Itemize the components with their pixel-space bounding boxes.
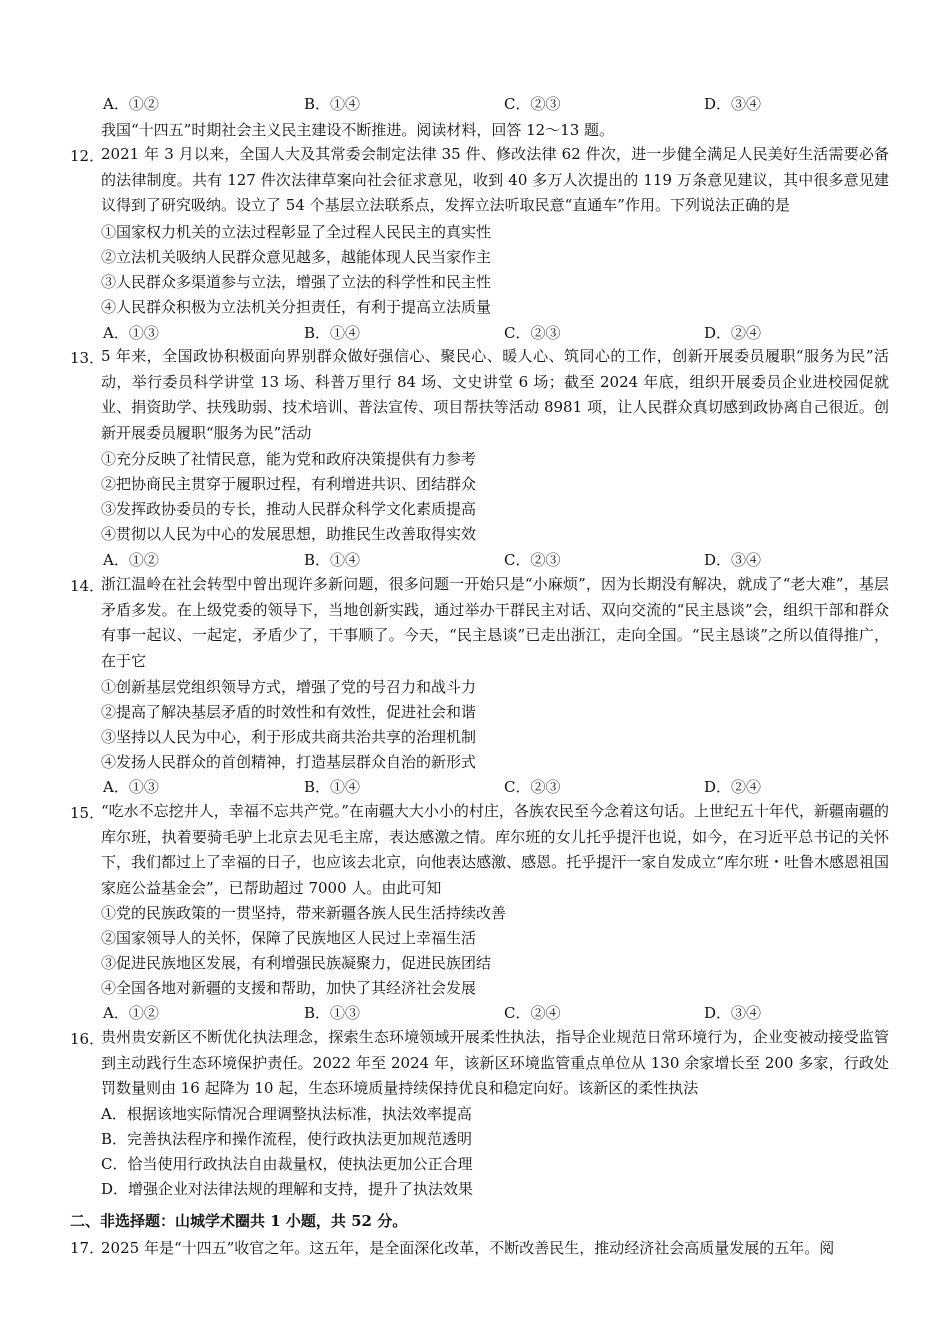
q14-options (103, 776, 803, 798)
q13-item-1: ①充分反映了社情民意，能为党和政府决策提供有力参考 (101, 450, 477, 468)
q17-text: 2025 年是“十四五”收官之年。这五年，是全面深化改革，不断改善民生，推动经济社会高质量发展的五年。阅 (101, 1239, 835, 1257)
q12-item-3: ③人民群众多渠道参与立法，增强了立法的科学性和民主性 (101, 273, 492, 291)
q12-item-2: ②立法机关吸纳人民群众意见越多，越能体现人民当家作主 (101, 248, 492, 266)
q15-stem: “吃水不忘挖井人，幸福不忘共产党。”在南疆大大小小的村庄，各族农民至今念着这句话。上世纪五十年代，新疆南疆的库尔班，执着要骑毛驴上北京去见毛主席，表达感激之情。库尔班的女儿托乎提汗也说，如今，在习近平总书记的关怀下，我们都过上了幸福的日子，也应该去北京，向他表达感激、感恩。托乎提汗一家自发成立“库尔班・吐鲁木感恩祖国家庭公益基金会”，已帮助超过 7000 人。由此可知 (101, 802, 889, 897)
option-d: D．③④ (704, 551, 762, 569)
option-b: B．①④ (304, 324, 361, 342)
q16-option-d: D．增强企业对法律法规的理解和支持，提升了执法效果 (101, 1180, 474, 1198)
q15-item-1: ①党的民族政策的一贯坚持，带来新疆各族人民生活持续改善 (101, 904, 507, 922)
q15-item-2: ②国家领导人的关怀，保障了民族地区人民过上幸福生活 (101, 929, 477, 947)
option-d: D．③④ (704, 95, 762, 113)
option-c: C．②③ (504, 95, 561, 113)
option-b: B．①④ (304, 551, 361, 569)
option-d: D．②④ (704, 324, 762, 342)
option-a: A．①② (103, 1004, 159, 1022)
option-a: A．①③ (103, 778, 159, 796)
option-a: A．①③ (103, 324, 159, 342)
material-intro: 我国“十四五”时期社会主义民主建设不断推进。阅读材料，回答 12～13 题。 (101, 121, 615, 139)
q15-number: 15． (70, 804, 105, 822)
q13-item-3: ③发挥政协委员的专长，推动人民群众科学文化素质提高 (101, 500, 477, 518)
q15-options (103, 1002, 803, 1024)
q14-item-4: ④发扬人民群众的首创精神，打造基层群众自治的新形式 (101, 753, 477, 771)
option-c: C．②③ (504, 551, 561, 569)
option-d: D．③④ (704, 1004, 762, 1022)
q16-number: 16． (70, 1030, 105, 1048)
option-b: B．①③ (304, 1004, 361, 1022)
q13-item-4: ④贯彻以人民为中心的发展思想，助推民生改善取得实效 (101, 525, 477, 543)
q15-item-3: ③促进民族地区发展，有利增强民族凝聚力，促进民族团结 (101, 954, 492, 972)
option-b: B．①④ (304, 95, 361, 113)
q15-item-4: ④全国各地对新疆的支援和帮助，加快了其经济社会发展 (101, 979, 477, 997)
q16-option-b: B．完善执法程序和操作流程，使行政执法更加规范透明 (101, 1130, 473, 1148)
option-b: B．①④ (304, 778, 361, 796)
q13-options (103, 549, 803, 571)
q14-item-2: ②提高了解决基层矛盾的时效性和有效性，促进社会和谐 (101, 703, 477, 721)
q13-stem: 5 年来，全国政协积极面向界别群众做好强信心、聚民心、暖人心、筑同心的工作，创新开展委员履职“服务为民”活动，举行委员科学讲堂 13 场、科普万里行 84 场、文史讲堂 6 场；截至 2024 年底，组织开展委员企业进校园促就业、捐资助学、扶残助弱、技术培训、普法宣传、项目帮扶等活动 8981 项，让人民群众真切感到政协离自己很近。创新开展委员履职“服务为民”活动 (101, 347, 889, 442)
q14-number: 14． (70, 577, 105, 595)
option-a: A．①② (103, 95, 159, 113)
section-2-heading: 二、非选择题：山城学术圈共 1 小题，共 52 分。 (70, 1212, 408, 1230)
q11-options (103, 93, 803, 115)
q16-option-a: A．根据该地实际情况合理调整执法标准，执法效率提高 (101, 1105, 472, 1123)
q13-item-2: ②把协商民主贯穿于履职过程，有利增进共识、团结群众 (101, 475, 477, 493)
q17-number: 17． (70, 1239, 105, 1257)
q12-stem: 2021 年 3 月以来，全国人大及其常委会制定法律 35 件、修改法律 62 件次，进一步健全满足人民美好生活需要必备的法律制度。共有 127 件次法律草案向社会征求意见，收到 40 多万人次提出的 119 万条意见建议，其中很多意见建议得到了研究吸纳。设立了 54 个基层立法联系点，发挥立法听取民意“直通车”作用。下列说法正确的是 (101, 145, 889, 214)
option-d: D．②④ (704, 778, 762, 796)
q12-item-1: ①国家权力机关的立法过程彰显了全过程人民民主的真实性 (101, 223, 492, 241)
q12-options (103, 322, 803, 344)
q14-stem: 浙江温岭在社会转型中曾出现许多新问题，很多问题一开始只是“小麻烦”，因为长期没有解决，就成了“老大难”，基层矛盾多发。在上级党委的领导下，当地创新实践，通过举办干群民主对话、双向交流的“民主恳谈”会，组织干部和群众有事一起议、一起定，矛盾少了，干事顺了。今天，“民主恳谈”已走出浙江，走向全国。“民主恳谈”之所以值得推广，在于它 (101, 575, 889, 670)
q13-number: 13． (70, 349, 105, 367)
q16-option-c: C．恰当使用行政执法自由裁量权，使执法更加公正合理 (101, 1155, 473, 1173)
option-c: C．②④ (504, 1004, 561, 1022)
option-c: C．②③ (504, 324, 561, 342)
q12-item-4: ④人民群众积极为立法机关分担责任，有利于提高立法质量 (101, 298, 492, 316)
option-c: C．②③ (504, 778, 561, 796)
q16-stem: 贵州贵安新区不断优化执法理念，探索生态环境领域开展柔性执法，指导企业规范日常环境行为，企业变被动接受监管到主动践行生态环境保护责任。2022 年至 2024 年，该新区环境监管重点单位从 130 余家增长至 200 多家，行政处罚数量则由 16 起降为 10 起，生态环境质量持续保持优良和稳定向好。该新区的柔性执法 (101, 1028, 889, 1097)
q14-item-1: ①创新基层党组织领导方式，增强了党的号召力和战斗力 (101, 678, 477, 696)
q12-number: 12． (70, 147, 105, 165)
q14-item-3: ③坚持以人民为中心，利于形成共商共治共享的治理机制 (101, 728, 477, 746)
option-a: A．①② (103, 551, 159, 569)
